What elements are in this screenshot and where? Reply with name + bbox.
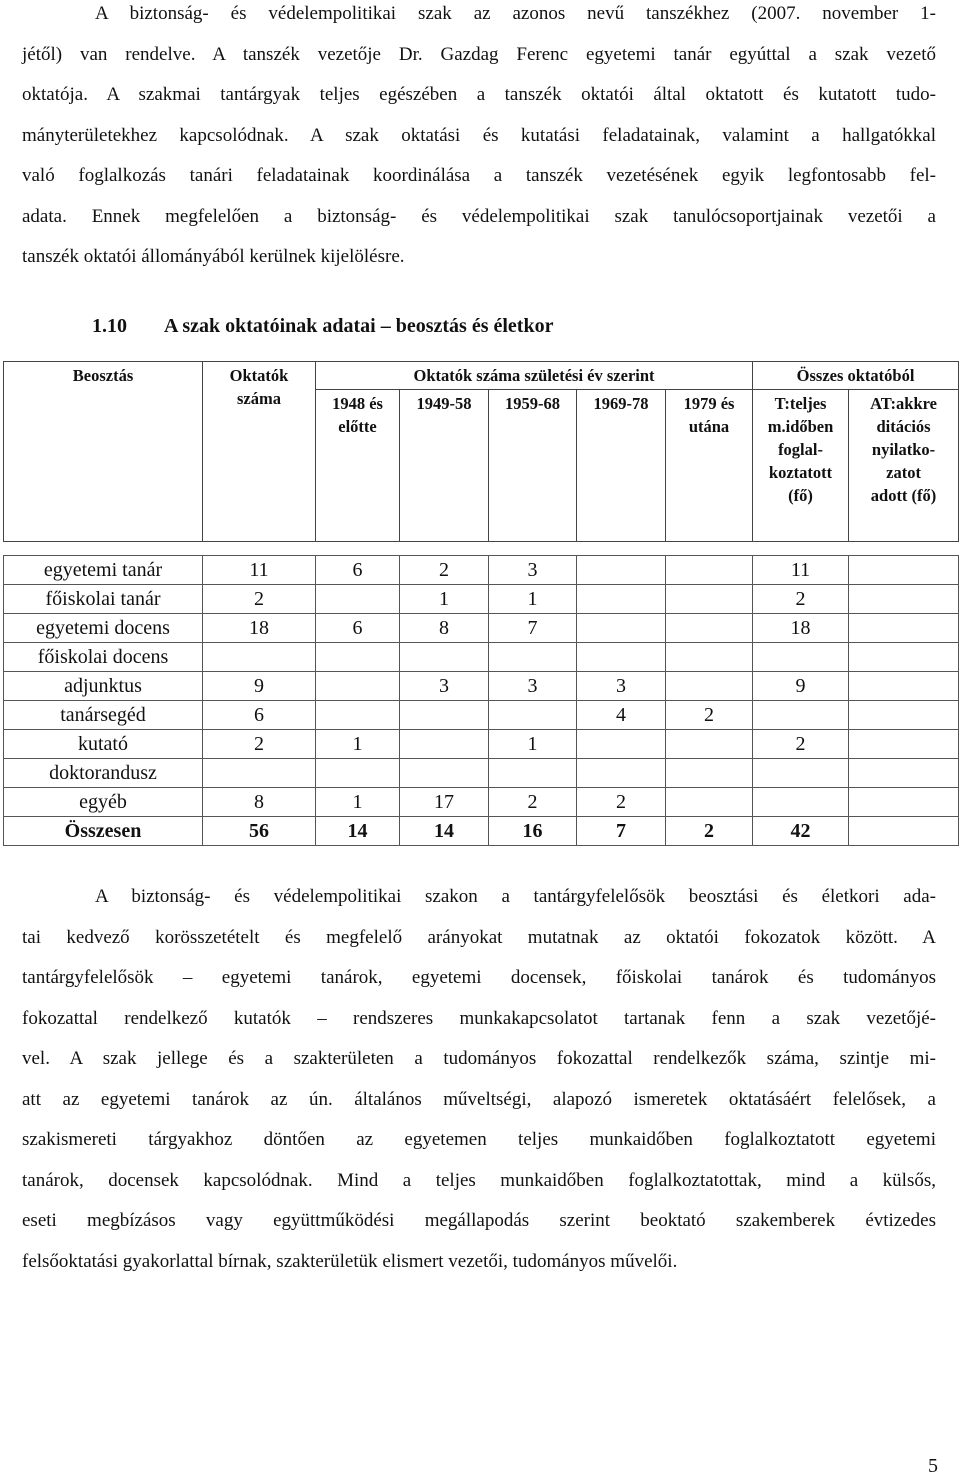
text-line: tai kedvező korösszetételt és megfelelő arányokat mutatnak az oktatói fokozatok között. A [22,926,936,948]
table-cell: 2 [666,817,753,846]
table-cell: 2 [203,730,316,759]
table-cell: 1 [489,585,577,614]
table-cell [577,759,666,788]
text-line: att az egyetemi tanárok az ún. általános műveltségi, alapozó ismeretek oktatásáért felelősek, a [22,1088,936,1110]
header-teljes: T:teljes m.időben foglal- koztatott (fő) [753,390,849,542]
table-cell [666,788,753,817]
text-line: adata. Ennek megfelelően a biztonság- és védelempolitikai szak tanulócsoportjainak vezetői a [22,205,936,227]
table-cell [577,730,666,759]
table-cell [849,701,959,730]
table-cell [666,556,753,585]
table-cell [489,701,577,730]
table-cell [666,614,753,643]
table-cell [577,585,666,614]
table-row [4,788,959,817]
table-row [4,817,959,846]
table-cell: 3 [577,672,666,701]
table-cell: 2 [489,788,577,817]
table-cell: 1 [489,730,577,759]
table-cell [489,643,577,672]
row-label: kutató [4,730,203,759]
row-label: doktorandusz [4,759,203,788]
table-cell [849,817,959,846]
table-cell: 6 [316,614,400,643]
table-cell [577,556,666,585]
header-beosztas: Beosztás [4,362,203,542]
header-oktatok-szama: Oktatók száma [203,362,316,542]
text-line: való foglalkozás tanári feladatainak koordinálása a tanszék vezetésének egyik legfontosabb fel- [22,165,936,186]
table-cell: 9 [203,672,316,701]
table-row [4,614,959,643]
table-cell [489,759,577,788]
table-cell [849,614,959,643]
row-label: egyetemi tanár [4,556,203,585]
table-cell [849,759,959,788]
text-line: tanárok, docensek kapcsolódnak. Mind a teljes munkaidőben foglalkoztatottak, mind a külsős, [22,1169,936,1191]
table-cell: 56 [203,817,316,846]
text-line: oktatója. A szakmai tantárgyak teljes egészében a tanszék oktatói által oktatott és kutatott tudo- [22,84,936,105]
text-line: A biztonság- és védelempolitikai szakon a tantárgyfelelősök beosztási és életkori ada- [95,886,936,907]
table-cell [753,759,849,788]
table-cell: 2 [753,730,849,759]
table-cell [849,788,959,817]
table-cell: 7 [577,817,666,846]
header-by-birth-year: Oktatók száma születési év szerint [316,362,753,390]
table-row [4,556,959,585]
table-cell [203,759,316,788]
table-cell [753,643,849,672]
table-cell: 16 [489,817,577,846]
section-heading [92,315,553,338]
table-cell: 9 [753,672,849,701]
text-line: fokozattal rendelkező kutatók – rendszeres munkakapcsolatot tartanak fenn a szak vezetőjé- [22,1007,936,1029]
table-cell [316,701,400,730]
table-cell [400,643,489,672]
table-cell [753,788,849,817]
table-cell: 1 [316,788,400,817]
table-cell: 6 [316,556,400,585]
table-cell: 3 [489,672,577,701]
row-label: adjunktus [4,672,203,701]
table-cell [753,701,849,730]
table-cell: 2 [753,585,849,614]
summary-paragraph [22,877,936,1282]
table-cell [666,759,753,788]
table-cell [666,585,753,614]
text-line: szakismereti tárgyakhoz döntően az egyetemen teljes munkaidőben foglalkoztatott egyetemi [22,1129,936,1150]
table-cell [849,672,959,701]
table-cell [849,556,959,585]
text-line: mányterületekhez kapcsolódnak. A szak oktatási és kutatási feladatainak, valamint a hallgatókkal [22,124,936,146]
table-cell [400,730,489,759]
row-label: főiskolai docens [4,643,203,672]
table-cell: 2 [666,701,753,730]
table-cell: 11 [753,556,849,585]
table-cell: 14 [400,817,489,846]
table-cell: 3 [489,556,577,585]
table-cell: 1 [316,730,400,759]
header-year-1949: 1949-58 [400,390,489,542]
table-cell: 17 [400,788,489,817]
table-cell [849,730,959,759]
section-title: A szak oktatóinak adatai – beosztás és életkor [164,315,554,337]
header-osszes: Összes oktatóból [753,362,959,390]
table-cell: 2 [577,788,666,817]
text-line: felsőoktatási gyakorlattal bírnak, szakterületük elismert vezetői, tudományos művelői. [22,1250,678,1272]
table-cell [316,643,400,672]
table-cell [316,585,400,614]
row-label: egyetemi docens [4,614,203,643]
text-line: A biztonság- és védelempolitikai szak az azonos nevű tanszékhez (2007. november 1- [95,3,936,24]
table-cell [577,614,666,643]
intro-paragraph [22,0,936,278]
row-label: Összesen [4,817,203,846]
table-cell [203,643,316,672]
table-row [4,643,959,672]
table-cell: 6 [203,701,316,730]
section-number: 1.10 [92,315,127,337]
table-cell [316,759,400,788]
header-year-1979: 1979 és utána [666,390,753,542]
table-cell [849,643,959,672]
table-cell [666,672,753,701]
header-year-1959: 1959-68 [489,390,577,542]
table-cell: 18 [203,614,316,643]
table-row [4,672,959,701]
header-year-1948: 1948 és előtte [316,390,400,542]
table-row [4,585,959,614]
table-cell [400,701,489,730]
table-cell: 4 [577,701,666,730]
table-cell: 8 [203,788,316,817]
table-cell: 18 [753,614,849,643]
table-row [4,701,959,730]
table-cell [849,585,959,614]
table-cell: 3 [400,672,489,701]
header-year-1969: 1969-78 [577,390,666,542]
table-cell: 1 [400,585,489,614]
table-cell: 2 [400,556,489,585]
table-cell [316,672,400,701]
table-cell: 42 [753,817,849,846]
table-cell [666,730,753,759]
text-line: vel. A szak jellege és a szakterületen a tudományos fokozattal rendelkezők száma, szintje mi- [22,1048,936,1069]
table-cell [666,643,753,672]
table-cell: 2 [203,585,316,614]
table-cell [400,759,489,788]
table-cell [577,643,666,672]
text-line: tantárgyfelelősök – egyetemi tanárok, egyetemi docensek, főiskolai tanárok és tudományos [22,967,936,988]
text-line: tanszék oktatói állományából kerülnek kijelölésre. [22,246,405,267]
text-line: eseti megbízásos vagy együttműködési megállapodás szerint beoktató szakemberek évtizedes [22,1210,936,1231]
table-cell: 7 [489,614,577,643]
table-cell: 11 [203,556,316,585]
table-row [4,759,959,788]
table-header [3,361,959,542]
staff-table [3,555,959,846]
page-number: 5 [928,1455,938,1477]
row-label: tanársegéd [4,701,203,730]
text-line: jétől) van rendelve. A tanszék vezetője Dr. Gazdag Ferenc egyetemi tanár egyúttal a szak vezető [22,43,936,65]
row-label: egyéb [4,788,203,817]
row-label: főiskolai tanár [4,585,203,614]
table-cell: 14 [316,817,400,846]
table-row [4,730,959,759]
header-akkreditacios: AT:akkre ditációs nyilatko- zatot adott (fő) [849,390,959,542]
table-cell: 8 [400,614,489,643]
